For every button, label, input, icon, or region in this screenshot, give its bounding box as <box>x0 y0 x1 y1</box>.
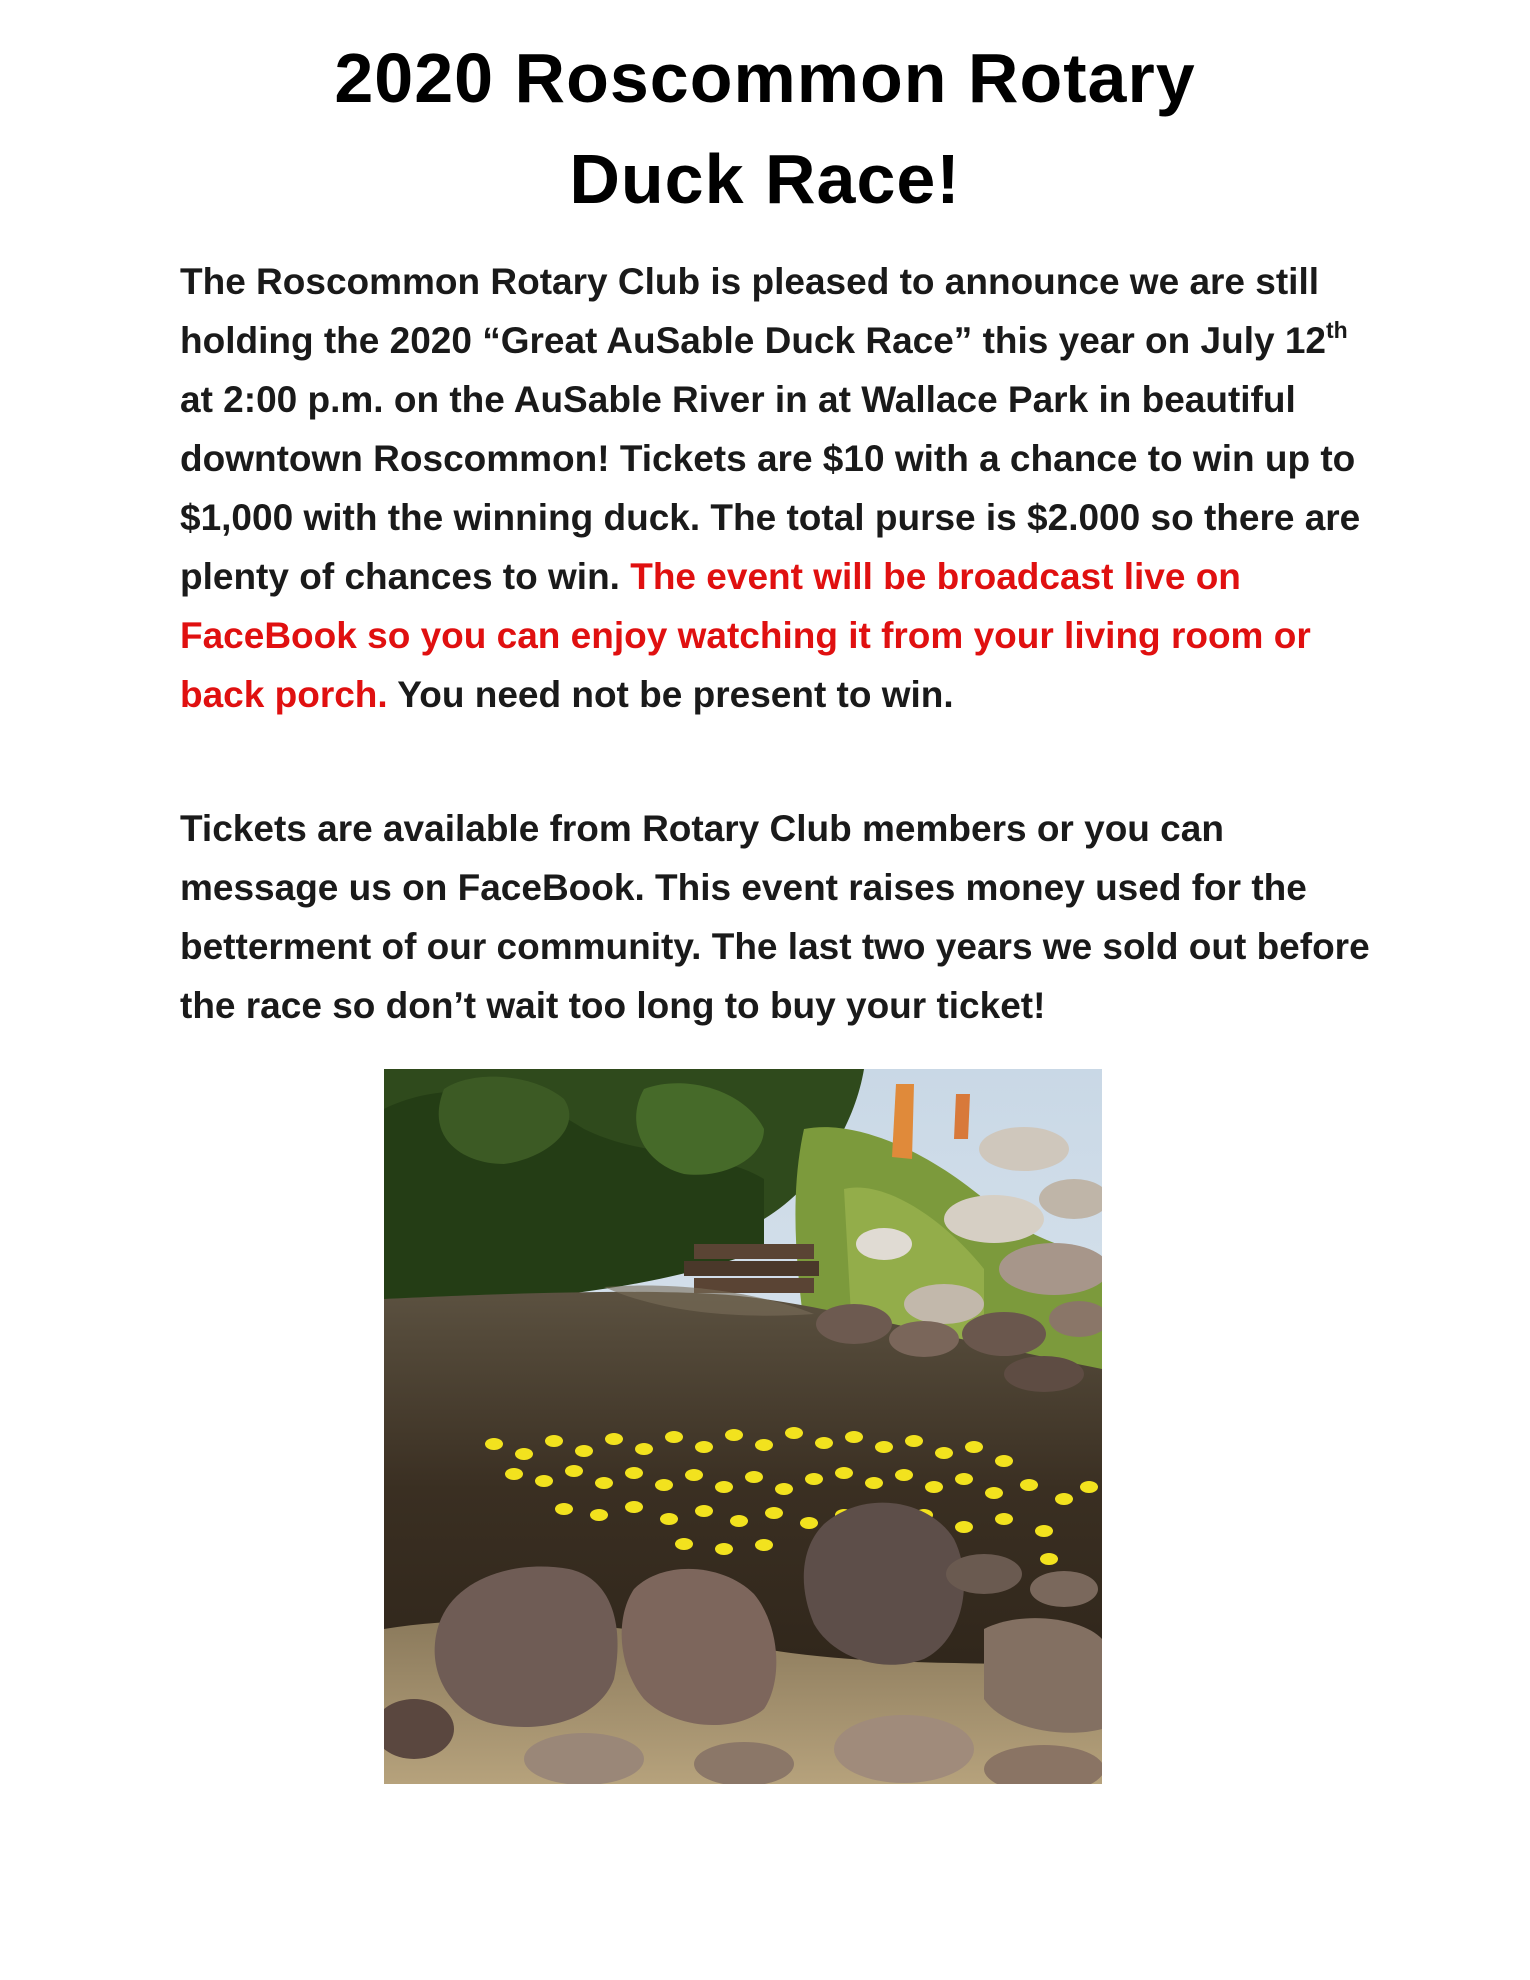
page-title-line-1: 2020 Roscommon Rotary <box>334 39 1196 117</box>
details-text: at 2:00 p.m. on the AuSable River in at Wallace Park in beautiful downtown Roscommon! Tickets are $10 with a chance to win up to $1,000 with the winning duck. The total purse is $2.000 so there are plenty of chances to win. <box>180 379 1361 597</box>
closing-text: You need not be present to win. <box>387 674 954 715</box>
rubber-ducks-river-photo <box>384 1069 1102 1784</box>
date-suffix: th <box>1326 317 1348 343</box>
announcement-paragraph <box>180 252 1380 724</box>
intro-text: The Roscommon Rotary Club is pleased to announce we are still holding the 2020 “Great AuSable Duck Race” this year on July 12 <box>180 261 1327 361</box>
tickets-paragraph: Tickets are available from Rotary Club members or you can message us on FaceBook. This event raises money used for the betterment of our community. The last two years we sold out before the race so don’t wait too long to buy your ticket! <box>180 808 1370 1026</box>
page-title-line-2: Duck Race! <box>569 140 961 218</box>
broadcast-highlight: The event will be broadcast live on FaceBook so you can enjoy watching it from your living room or back porch. <box>180 556 1311 715</box>
